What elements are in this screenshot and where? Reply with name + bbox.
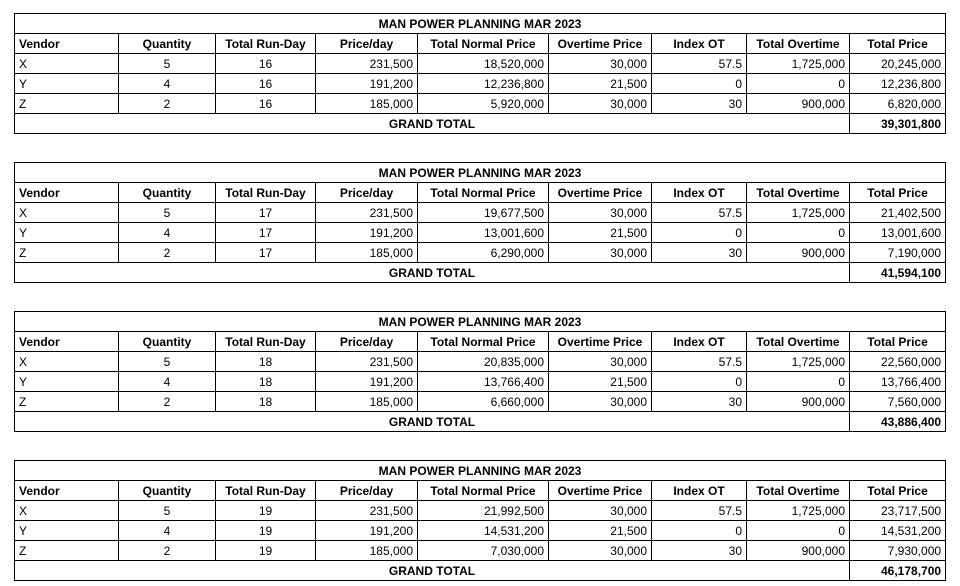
cell-total-run-day: 16 <box>216 54 316 74</box>
header-total-normal-price: Total Normal Price <box>418 183 549 203</box>
header-price-day: Price/day <box>316 481 418 501</box>
cell-quantity: 4 <box>119 74 216 94</box>
grand-total-label: GRAND TOTAL <box>15 263 850 283</box>
cell-index-ot: 0 <box>652 223 747 243</box>
grand-total-value: 43,886,400 <box>850 412 946 432</box>
cell-total-overtime: 900,000 <box>747 541 850 561</box>
cell-quantity: 5 <box>119 54 216 74</box>
cell-vendor: Z <box>15 94 119 114</box>
cell-total-run-day: 17 <box>216 203 316 223</box>
cell-total-run-day: 18 <box>216 392 316 412</box>
cell-total-run-day: 18 <box>216 352 316 372</box>
title-row <box>15 14 946 34</box>
cell-total-price: 7,560,000 <box>850 392 946 412</box>
cell-total-run-day: 16 <box>216 74 316 94</box>
cell-total-price: 13,766,400 <box>850 372 946 392</box>
header-row <box>15 34 946 54</box>
cell-total-run-day: 17 <box>216 243 316 263</box>
cell-quantity: 2 <box>119 243 216 263</box>
cell-index-ot: 57.5 <box>652 501 747 521</box>
cell-price-day: 191,200 <box>316 372 418 392</box>
cell-total-normal-price: 19,677,500 <box>418 203 549 223</box>
header-overtime-price: Overtime Price <box>549 183 652 203</box>
cell-vendor: Y <box>15 372 119 392</box>
cell-price-day: 191,200 <box>316 74 418 94</box>
cell-quantity: 4 <box>119 223 216 243</box>
cell-overtime-price: 30,000 <box>549 203 652 223</box>
cell-overtime-price: 30,000 <box>549 352 652 372</box>
cell-total-price: 6,820,000 <box>850 94 946 114</box>
header-total-run-day: Total Run-Day <box>216 332 316 352</box>
header-row <box>15 332 946 352</box>
title-row <box>15 312 946 332</box>
cell-price-day: 231,500 <box>316 352 418 372</box>
header-quantity: Quantity <box>119 34 216 54</box>
header-vendor: Vendor <box>15 481 119 501</box>
cell-index-ot: 30 <box>652 243 747 263</box>
cell-vendor: Z <box>15 243 119 263</box>
grand-total-value: 41,594,100 <box>850 263 946 283</box>
cell-quantity: 4 <box>119 372 216 392</box>
cell-total-price: 14,531,200 <box>850 521 946 541</box>
header-total-run-day: Total Run-Day <box>216 481 316 501</box>
header-total-price: Total Price <box>850 34 946 54</box>
cell-index-ot: 0 <box>652 372 747 392</box>
cell-index-ot: 57.5 <box>652 352 747 372</box>
cell-total-price: 21,402,500 <box>850 203 946 223</box>
cell-total-overtime: 0 <box>747 74 850 94</box>
grand-total-row <box>15 114 946 134</box>
header-price-day: Price/day <box>316 332 418 352</box>
cell-overtime-price: 30,000 <box>549 541 652 561</box>
header-index-ot: Index OT <box>652 34 747 54</box>
table-title: MAN POWER PLANNING MAR 2023 <box>15 14 946 34</box>
grand-total-label: GRAND TOTAL <box>15 561 850 581</box>
cell-index-ot: 57.5 <box>652 203 747 223</box>
cell-overtime-price: 21,500 <box>549 372 652 392</box>
cell-total-normal-price: 21,992,500 <box>418 501 549 521</box>
manpower-table-18-days <box>14 311 946 432</box>
header-price-day: Price/day <box>316 183 418 203</box>
table-row <box>15 372 946 392</box>
cell-total-overtime: 900,000 <box>747 243 850 263</box>
cell-total-price: 20,245,000 <box>850 54 946 74</box>
header-total-price: Total Price <box>850 481 946 501</box>
cell-total-run-day: 19 <box>216 521 316 541</box>
header-quantity: Quantity <box>119 481 216 501</box>
table-title: MAN POWER PLANNING MAR 2023 <box>15 312 946 332</box>
cell-total-normal-price: 13,001,600 <box>418 223 549 243</box>
grand-total-row <box>15 561 946 581</box>
table-row <box>15 541 946 561</box>
header-price-day: Price/day <box>316 34 418 54</box>
cell-vendor: Y <box>15 521 119 541</box>
cell-total-normal-price: 7,030,000 <box>418 541 549 561</box>
cell-quantity: 2 <box>119 94 216 114</box>
table-row <box>15 392 946 412</box>
cell-price-day: 191,200 <box>316 223 418 243</box>
cell-total-price: 22,560,000 <box>850 352 946 372</box>
header-overtime-price: Overtime Price <box>549 481 652 501</box>
title-row <box>15 461 946 481</box>
header-vendor: Vendor <box>15 34 119 54</box>
cell-total-price: 13,001,600 <box>850 223 946 243</box>
cell-total-normal-price: 12,236,800 <box>418 74 549 94</box>
cell-price-day: 185,000 <box>316 541 418 561</box>
cell-total-overtime: 0 <box>747 372 850 392</box>
header-index-ot: Index OT <box>652 183 747 203</box>
cell-quantity: 2 <box>119 392 216 412</box>
table-title: MAN POWER PLANNING MAR 2023 <box>15 163 946 183</box>
manpower-table-19-days <box>14 460 946 581</box>
table-row <box>15 521 946 541</box>
cell-vendor: Y <box>15 223 119 243</box>
grand-total-label: GRAND TOTAL <box>15 114 850 134</box>
cell-total-price: 23,717,500 <box>850 501 946 521</box>
cell-index-ot: 30 <box>652 541 747 561</box>
cell-overtime-price: 30,000 <box>549 94 652 114</box>
manpower-table-16-days <box>14 13 946 134</box>
table-row <box>15 352 946 372</box>
cell-price-day: 191,200 <box>316 521 418 541</box>
header-total-overtime: Total Overtime <box>747 332 850 352</box>
cell-price-day: 185,000 <box>316 392 418 412</box>
cell-total-run-day: 19 <box>216 541 316 561</box>
table-row <box>15 203 946 223</box>
cell-overtime-price: 30,000 <box>549 243 652 263</box>
table-row <box>15 243 946 263</box>
table-row <box>15 501 946 521</box>
cell-total-normal-price: 14,531,200 <box>418 521 549 541</box>
header-total-overtime: Total Overtime <box>747 34 850 54</box>
cell-overtime-price: 30,000 <box>549 54 652 74</box>
cell-overtime-price: 21,500 <box>549 223 652 243</box>
cell-total-overtime: 1,725,000 <box>747 501 850 521</box>
header-total-price: Total Price <box>850 332 946 352</box>
cell-vendor: Z <box>15 541 119 561</box>
cell-vendor: X <box>15 54 119 74</box>
cell-total-price: 12,236,800 <box>850 74 946 94</box>
cell-quantity: 4 <box>119 521 216 541</box>
cell-total-normal-price: 20,835,000 <box>418 352 549 372</box>
header-total-normal-price: Total Normal Price <box>418 481 549 501</box>
cell-total-normal-price: 5,920,000 <box>418 94 549 114</box>
header-total-overtime: Total Overtime <box>747 183 850 203</box>
cell-price-day: 231,500 <box>316 501 418 521</box>
title-row <box>15 163 946 183</box>
cell-total-normal-price: 6,660,000 <box>418 392 549 412</box>
grand-total-row <box>15 412 946 432</box>
cell-vendor: X <box>15 203 119 223</box>
table-title: MAN POWER PLANNING MAR 2023 <box>15 461 946 481</box>
header-index-ot: Index OT <box>652 481 747 501</box>
header-total-overtime: Total Overtime <box>747 481 850 501</box>
cell-total-run-day: 19 <box>216 501 316 521</box>
cell-total-overtime: 1,725,000 <box>747 352 850 372</box>
header-row <box>15 183 946 203</box>
grand-total-value: 46,178,700 <box>850 561 946 581</box>
cell-overtime-price: 21,500 <box>549 521 652 541</box>
cell-total-overtime: 1,725,000 <box>747 54 850 74</box>
cell-price-day: 231,500 <box>316 203 418 223</box>
header-overtime-price: Overtime Price <box>549 34 652 54</box>
header-total-run-day: Total Run-Day <box>216 34 316 54</box>
cell-total-normal-price: 18,520,000 <box>418 54 549 74</box>
cell-total-normal-price: 13,766,400 <box>418 372 549 392</box>
cell-index-ot: 0 <box>652 521 747 541</box>
cell-total-price: 7,930,000 <box>850 541 946 561</box>
table-row <box>15 74 946 94</box>
grand-total-label: GRAND TOTAL <box>15 412 850 432</box>
header-overtime-price: Overtime Price <box>549 332 652 352</box>
cell-quantity: 5 <box>119 203 216 223</box>
cell-index-ot: 57.5 <box>652 54 747 74</box>
cell-price-day: 231,500 <box>316 54 418 74</box>
cell-quantity: 5 <box>119 352 216 372</box>
cell-total-price: 7,190,000 <box>850 243 946 263</box>
manpower-table-17-days <box>14 162 946 283</box>
table-row <box>15 54 946 74</box>
header-index-ot: Index OT <box>652 332 747 352</box>
grand-total-row <box>15 263 946 283</box>
header-row <box>15 481 946 501</box>
cell-overtime-price: 30,000 <box>549 392 652 412</box>
cell-quantity: 2 <box>119 541 216 561</box>
header-vendor: Vendor <box>15 332 119 352</box>
header-vendor: Vendor <box>15 183 119 203</box>
cell-total-overtime: 900,000 <box>747 392 850 412</box>
cell-price-day: 185,000 <box>316 243 418 263</box>
header-total-price: Total Price <box>850 183 946 203</box>
cell-vendor: X <box>15 501 119 521</box>
cell-vendor: X <box>15 352 119 372</box>
cell-index-ot: 0 <box>652 74 747 94</box>
cell-overtime-price: 30,000 <box>549 501 652 521</box>
grand-total-value: 39,301,800 <box>850 114 946 134</box>
cell-total-overtime: 900,000 <box>747 94 850 114</box>
table-row <box>15 223 946 243</box>
header-quantity: Quantity <box>119 183 216 203</box>
cell-total-overtime: 0 <box>747 521 850 541</box>
cell-total-overtime: 0 <box>747 223 850 243</box>
header-total-normal-price: Total Normal Price <box>418 34 549 54</box>
cell-total-run-day: 17 <box>216 223 316 243</box>
cell-total-normal-price: 6,290,000 <box>418 243 549 263</box>
header-quantity: Quantity <box>119 332 216 352</box>
table-row <box>15 94 946 114</box>
cell-total-overtime: 1,725,000 <box>747 203 850 223</box>
cell-overtime-price: 21,500 <box>549 74 652 94</box>
cell-index-ot: 30 <box>652 94 747 114</box>
header-total-normal-price: Total Normal Price <box>418 332 549 352</box>
cell-total-run-day: 16 <box>216 94 316 114</box>
cell-vendor: Z <box>15 392 119 412</box>
header-total-run-day: Total Run-Day <box>216 183 316 203</box>
cell-price-day: 185,000 <box>316 94 418 114</box>
cell-total-run-day: 18 <box>216 372 316 392</box>
cell-quantity: 5 <box>119 501 216 521</box>
cell-index-ot: 30 <box>652 392 747 412</box>
cell-vendor: Y <box>15 74 119 94</box>
